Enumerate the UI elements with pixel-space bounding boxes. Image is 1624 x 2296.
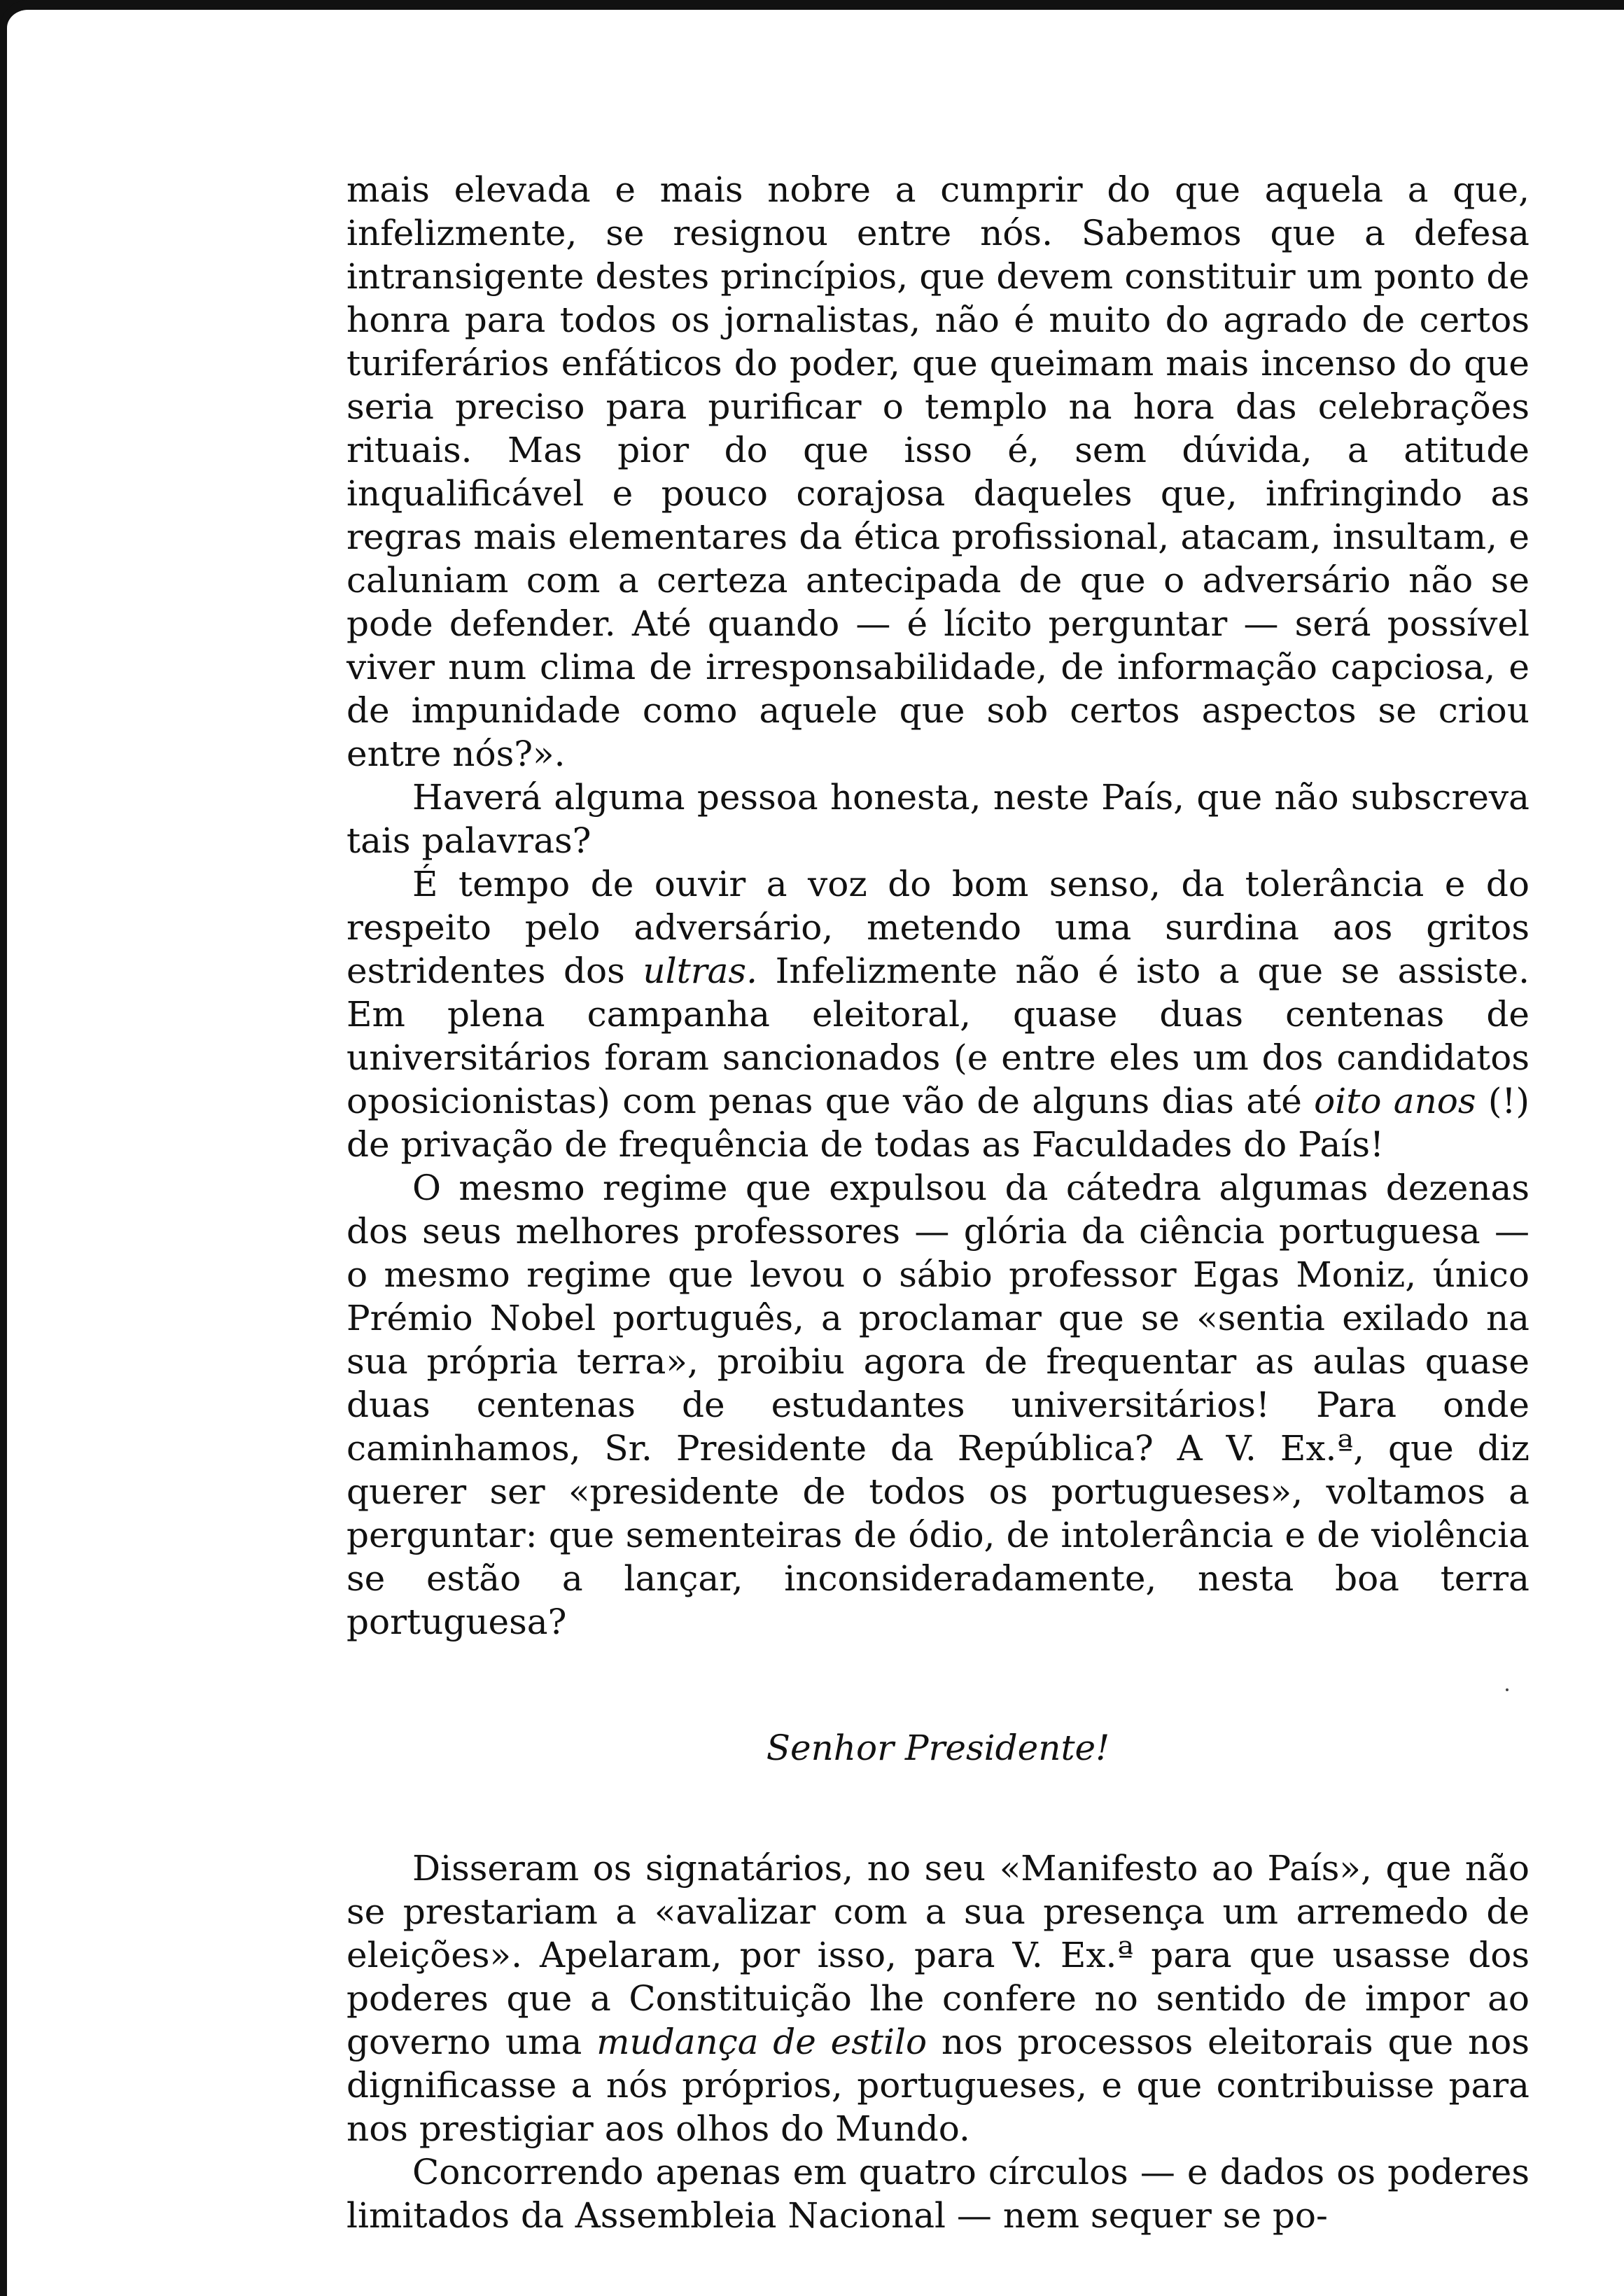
paragraph-3 [346,862,1530,1166]
page-left-border [0,0,7,2296]
paragraph-4 [346,1166,1530,1644]
paragraph-1 [346,168,1530,776]
paragraph-5 [346,1847,1530,2150]
paragraph-6-text: Concorrendo apenas em quatro círculos — e dados os poderes limitados da Assembleia Nacional — nem sequer se po- [346,2152,1530,2236]
document-body [346,168,1530,2237]
paragraph-3-text-a: É tempo de ouvir a voz do bom senso, da tolerância e do respeito pelo adversário, metendo uma surdina aos gritos estridentes dos [346,864,1530,991]
paragraph-3-italic-oito-anos: oito anos [1314,1081,1476,1121]
paragraph-3-italic-ultras: ultras. [643,951,757,991]
paragraph-5-italic-mudanca: mudança de estilo [596,2022,927,2062]
section-heading: Senhor Presidente! [766,1728,1110,1768]
page-top-border [0,0,1624,10]
paragraph-2-text: Haverá alguma pessoa honesta, neste País, que não subscreva tais palavras? [346,777,1530,861]
paragraph-3-text-b: Infelizmente não é isto a que se assiste. Em plena campanha eleitoral, quase duas centenas de universitários foram sancionados (e entre eles um dos candidatos oposicionistas) com penas que vão de alguns dias até [346,951,1530,1121]
margin-speck [1506,1688,1508,1691]
paragraph-2 [346,776,1530,862]
paragraph-4-text: O mesmo regime que expulsou da cátedra algumas dezenas dos seus melhores professores — glória da ciência portuguesa — o mesmo regime que levou o sábio professor Egas Moniz, único Prémio Nobel português, a proclamar que se «sentia exilado na sua própria terra», proibiu agora de frequentar as aulas quase duas centenas de estudantes universitários! Para onde caminhamos, Sr. Presidente da República? A V. Ex.ª, que diz querer ser «presidente de todos os portugueses», voltamos a perguntar: que sementeiras de ódio, de intolerância e de violência se estão a lançar, inconsideradamente, nesta boa terra portuguesa? [346,1168,1530,1642]
paragraph-5-text-a: Disseram os signatários, no seu «Manifesto ao País», que não se prestariam a «avalizar com a sua presença um arremedo de eleições». Apelaram, por isso, para V. Ex.ª para que usasse dos poderes que a Constituição lhe confere no sentido de impor ao governo uma [346,1848,1530,2062]
paragraph-1-text: mais elevada e mais nobre a cumprir do que aquela a que, infelizmente, se resignou entre nós. Sabemos que a defesa intransigente destes princípios, que devem constituir um ponto de honra para todos os jornalistas, não é muito do agrado de certos turiferários enfáticos do poder, que queimam mais incenso do que seria preciso para purificar o templo na hora das celebrações rituais. Mas pior do que isso é, sem dúvida, a atitude inqualificável e pouco corajosa daqueles que, infringindo as regras mais elementares da ética profissional, atacam, insultam, e caluniam com a certeza antecipada de que o adversário não se pode defender. Até quando — é lícito perguntar — será possível viver num clima de irresponsabilidade, de informação capciosa, e de impunidade como aquele que sob certos aspectos se criou entre nós?». [346,169,1530,774]
paragraph-5-text-b: nos processos eleitorais que nos dignificasse a nós próprios, portugueses, e que contribuisse para nos prestigiar aos olhos do Mundo. [346,2022,1530,2149]
paragraph-3-text-c: (!) de privação de frequência de todas as Faculdades do País! [346,1081,1530,1165]
paragraph-6 [346,2150,1530,2237]
